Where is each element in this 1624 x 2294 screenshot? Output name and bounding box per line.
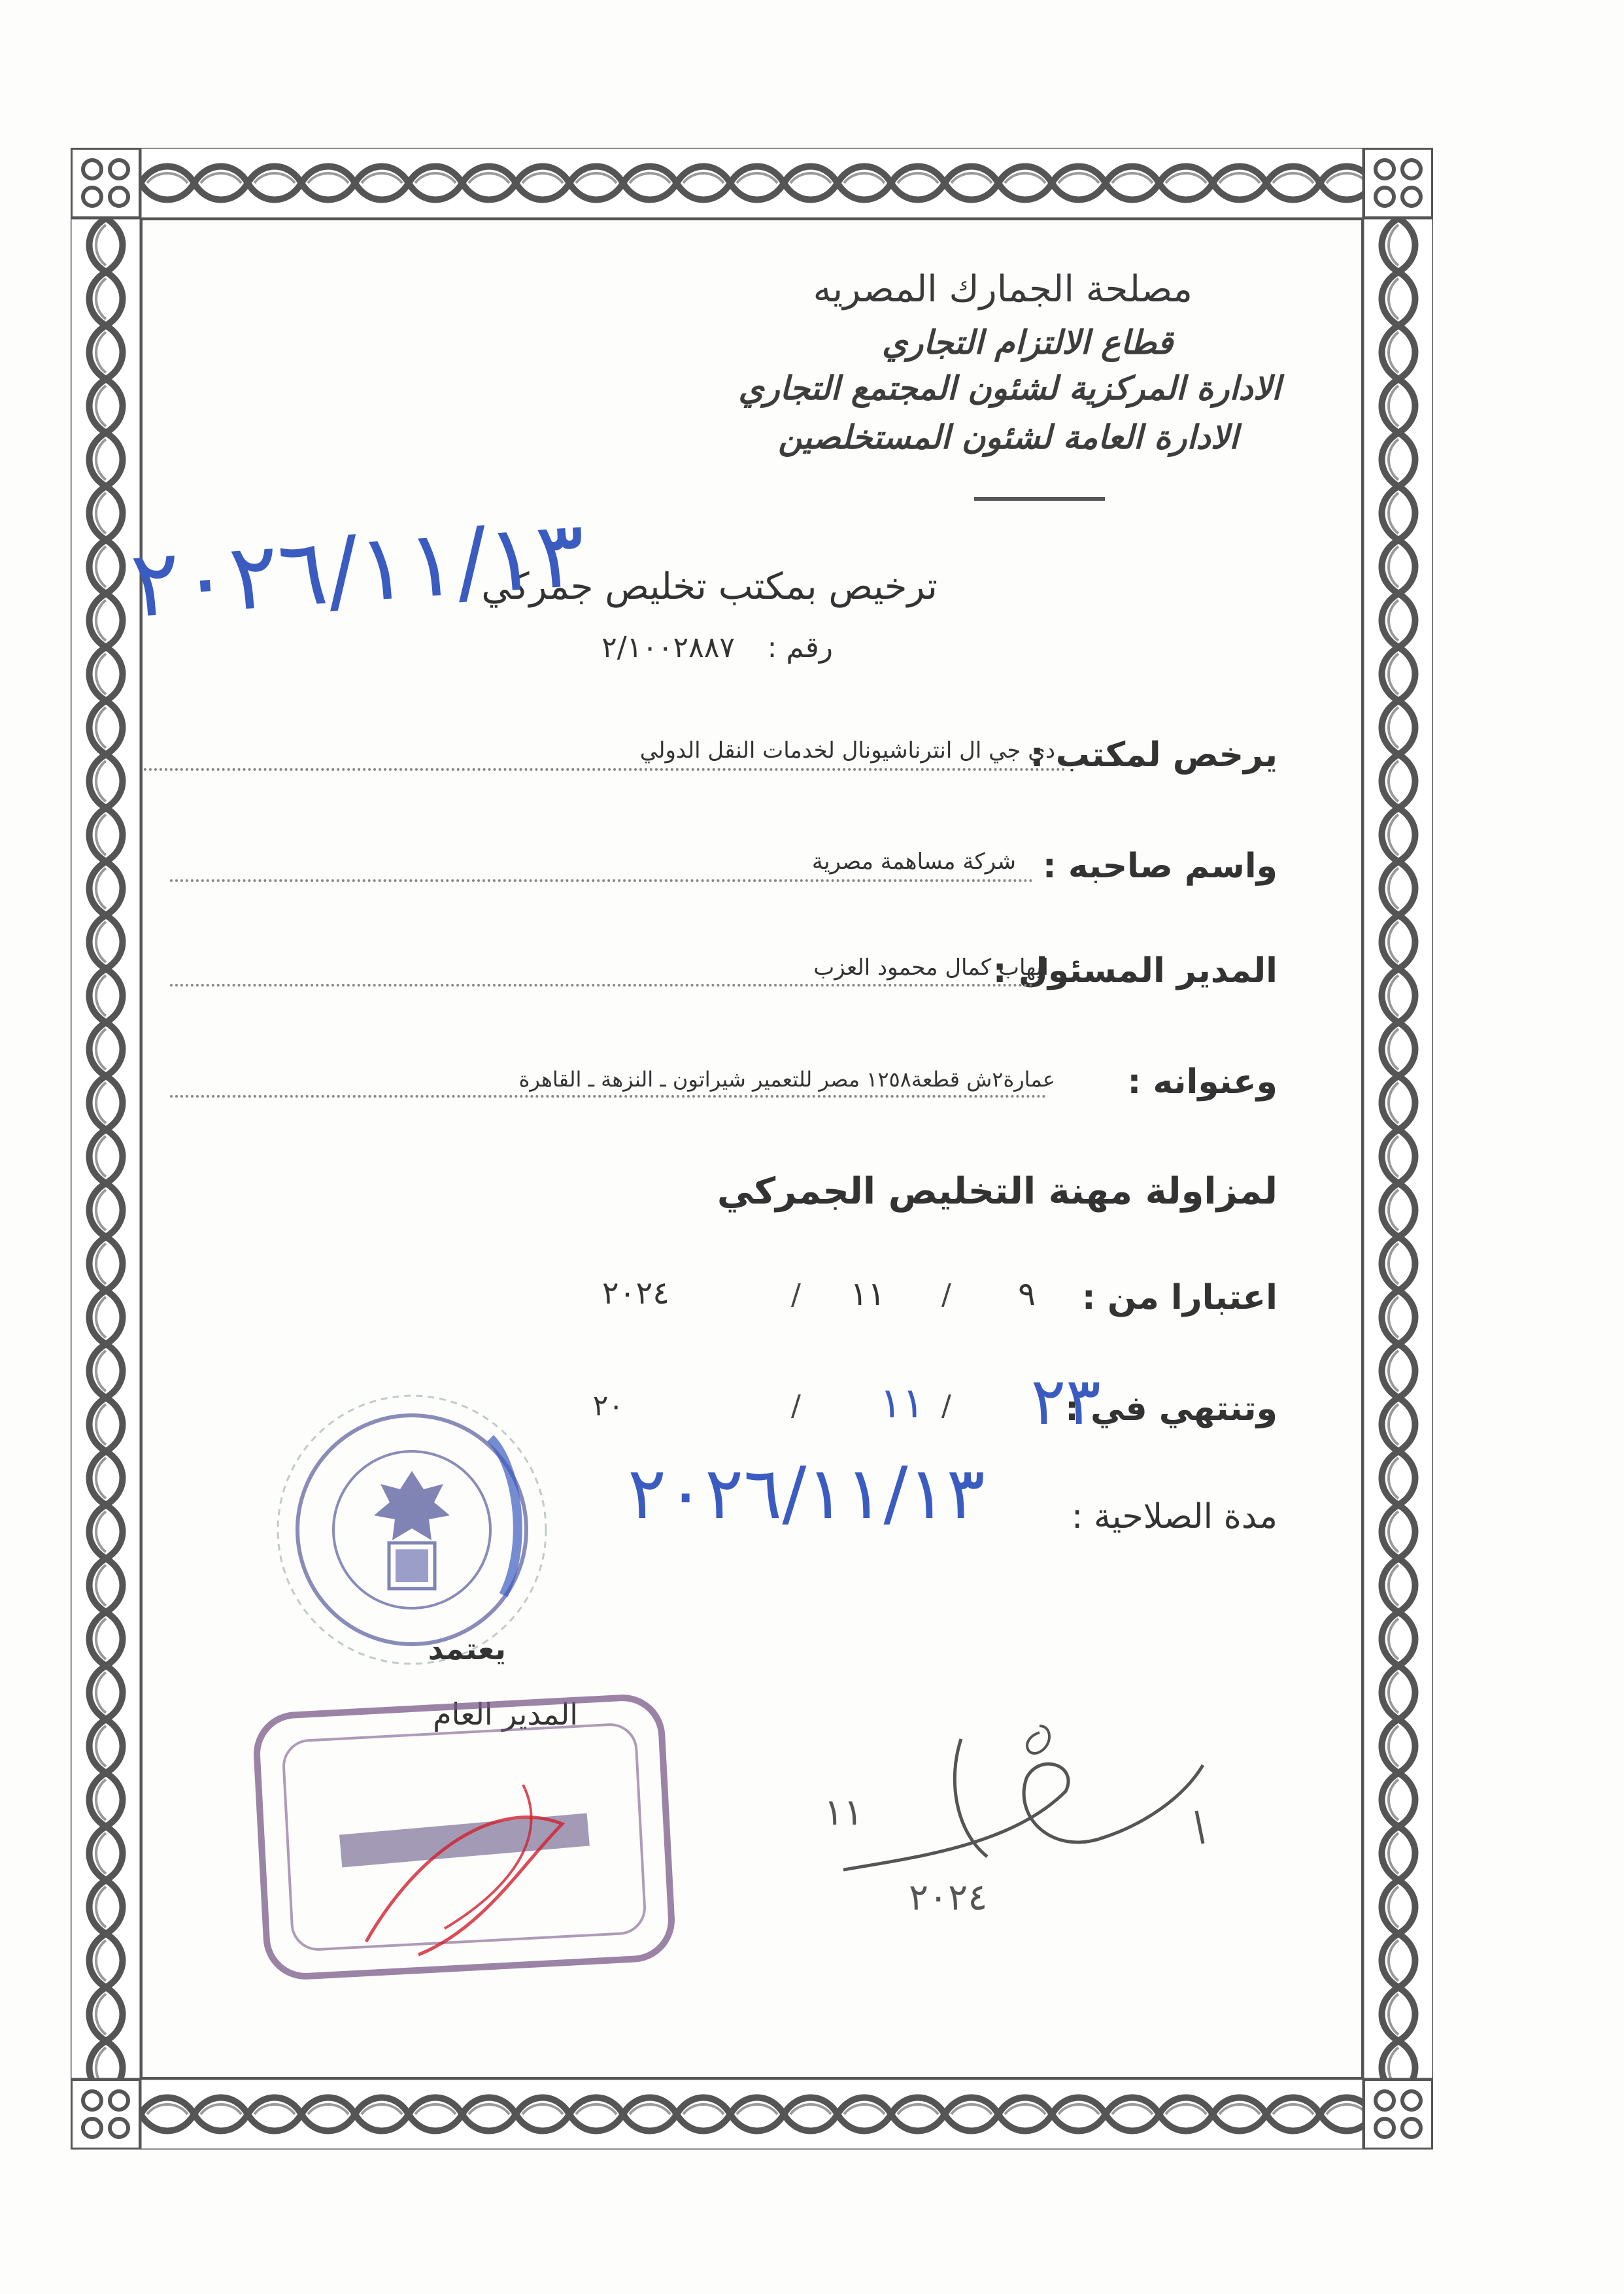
license-number: ٢/١٠٠٢٨٨٧: [601, 631, 735, 664]
valid-from-day: ٩: [1018, 1275, 1036, 1313]
owner-label: واسم صاحبه :: [1042, 847, 1277, 886]
sector-name: قطاع الالتزام التجاري: [882, 324, 1173, 362]
manager-dotted-line: [170, 984, 1033, 987]
license-number-label: رقم :: [767, 631, 833, 664]
valid-from-month: ١١: [850, 1275, 885, 1313]
top-rope-border: [141, 148, 1363, 218]
official-round-stamp: [275, 1379, 562, 1680]
general-manager-title: المدير العام: [433, 1696, 578, 1732]
office-name: دي جي ال انترناشيونال لخدمات النقل الدولي: [639, 737, 1055, 764]
bottom-rope-border: [141, 2079, 1363, 2150]
authority-name: مصلحة الجمارك المصريه: [813, 268, 1193, 311]
signature-day: ١١: [824, 1791, 864, 1834]
validity-label: مدة الصلاحية :: [1071, 1497, 1277, 1536]
manager-name: ايهاب كمال محمود العزب: [813, 954, 1049, 981]
date-separator: /: [941, 1389, 951, 1423]
right-rope-border: [1363, 218, 1433, 2079]
central-admin-name: الادارة المركزية لشئون المجتمع التجاري: [738, 369, 1281, 407]
valid-to-label: وتنتهي في :: [1065, 1389, 1277, 1428]
header-divider: [974, 497, 1105, 501]
valid-from-label: اعتبارا من :: [1081, 1278, 1277, 1317]
valid-to-month: ١١: [879, 1379, 924, 1428]
address-value: عمارة٢ش قطعة١٢٥٨ مصر للتعمير شيراتون ـ النزهة ـ القاهرة: [518, 1067, 1055, 1092]
handwritten-expiry-date: ٢٠٢٦/١١/١٣: [127, 500, 589, 639]
corner-ornament-top-right: [1363, 148, 1433, 218]
owner-dotted-line: [170, 879, 1033, 882]
office-dotted-line: [144, 768, 1066, 771]
corner-ornament-bottom-right: [1363, 2079, 1433, 2150]
validity-value: ٢٠٢٦/١١/١٣: [628, 1451, 985, 1535]
valid-from-year: ٢٠٢٤: [601, 1275, 669, 1311]
valid-to-day: ٢٣: [1030, 1363, 1101, 1440]
corner-ornament-bottom-left: [71, 2079, 141, 2150]
corner-ornament-top-left: [71, 148, 141, 218]
manager-label: المدير المسئول :: [992, 951, 1277, 990]
office-label: يرخص لمكتب :: [1030, 735, 1277, 775]
date-separator: /: [941, 1278, 951, 1311]
valid-to-year: ٢٠: [592, 1389, 624, 1423]
general-admin-name: الادارة العامة لشئون المستخلصين: [778, 418, 1238, 456]
owner-value: شركة مساهمة مصرية: [811, 849, 1016, 875]
manager-signature: [830, 1713, 1236, 1909]
date-separator: /: [791, 1278, 801, 1311]
address-dotted-line: [170, 1095, 1046, 1098]
profession-text: لمزاولة مهنة التخليص الجمركي: [717, 1170, 1277, 1213]
signature-year: ٢٠٢٤: [909, 1876, 988, 1919]
address-label: وعنوانه :: [1127, 1062, 1277, 1102]
rectangular-stamp: [248, 1693, 680, 1994]
date-separator: /: [791, 1389, 801, 1423]
license-title: ترخيص بمكتب تخليص جمركي: [481, 565, 938, 608]
left-rope-border: [71, 218, 141, 2079]
approve-text: يعتمد: [428, 1631, 506, 1666]
